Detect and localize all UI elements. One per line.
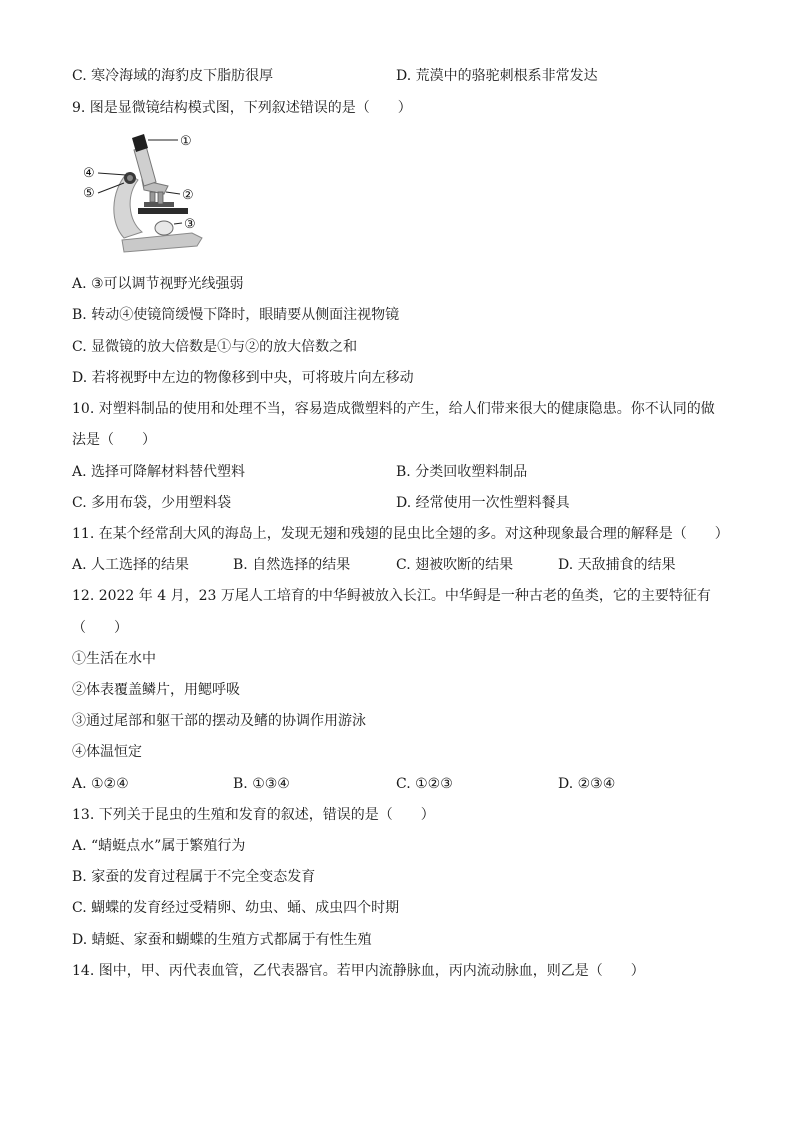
q9-option-b: B. 转动④使镜筒缓慢下降时，眼睛要从侧面注视物镜 (72, 307, 400, 323)
q10-stem-line1: 10. 对塑料制品的使用和处理不当，容易造成微塑料的产生，给人们带来很大的健康隐患。你不认同的做 (72, 401, 715, 417)
q10-stem-line2: 法是（ ） (72, 432, 156, 448)
q12-option-d: D. ②③④ (558, 776, 616, 792)
q12-option-a: A. ①②④ (72, 776, 129, 792)
q11-stem: 11. 在某个经常刮大风的海岛上，发现无翅和残翅的昆虫比全翅的多。对这种现象最合理的解释是（ ） (72, 526, 729, 542)
q10-option-b: B. 分类回收塑料制品 (396, 464, 528, 480)
q12-option-c: C. ①②③ (396, 776, 453, 792)
microscope-figure (72, 128, 212, 258)
q14-stem: 14. 图中，甲、丙代表血管，乙代表器官。若甲内流静脉血，丙内流动脉血，则乙是（ ） (72, 963, 645, 979)
q11-option-c: C. 翅被吹断的结果 (396, 557, 514, 573)
figure-label-1: ① (180, 134, 192, 149)
q12-stem-line2: （ ） (72, 620, 128, 636)
q9-option-a: A. ③可以调节视野光线强弱 (72, 276, 244, 292)
q13-option-b: B. 家蚕的发育过程属于不完全变态发育 (72, 869, 316, 885)
q8-option-d: D. 荒漠中的骆驼刺根系非常发达 (396, 68, 598, 84)
q12-item-3: ③通过尾部和躯干部的摆动及鳍的协调作用游泳 (72, 713, 366, 729)
q11-option-a: A. 人工选择的结果 (72, 557, 190, 573)
q11-option-b: B. 自然选择的结果 (233, 557, 351, 573)
figure-label-5: ⑤ (83, 186, 95, 201)
figure-label-2: ② (182, 188, 194, 203)
q9-stem: 9. 图是显微镜结构模式图，下列叙述错误的是（ ） (72, 100, 412, 116)
q13-option-a: A. “蜻蜓点水”属于繁殖行为 (72, 838, 246, 854)
figure-label-4: ④ (83, 166, 95, 181)
q13-stem: 13. 下列关于昆虫的生殖和发育的叙述，错误的是（ ） (72, 807, 435, 823)
q13-option-c: C. 蝴蝶的发育经过受精卵、幼虫、蛹、成虫四个时期 (72, 900, 400, 916)
q10-option-c: C. 多用布袋，少用塑料袋 (72, 495, 232, 511)
q12-item-4: ④体温恒定 (72, 744, 142, 760)
figure-label-3: ③ (184, 217, 196, 232)
q10-option-a: A. 选择可降解材料替代塑料 (72, 464, 246, 480)
q9-option-c: C. 显微镜的放大倍数是①与②的放大倍数之和 (72, 339, 358, 355)
q9-option-d: D. 若将视野中左边的物像移到中央，可将玻片向左移动 (72, 370, 414, 386)
q10-option-d: D. 经常使用一次性塑料餐具 (396, 495, 570, 511)
q13-option-d: D. 蜻蜓、家蚕和蝴蝶的生殖方式都属于有性生殖 (72, 932, 372, 948)
q12-stem-line1: 12. 2022 年 4 月，23 万尾人工培育的中华鲟被放入长江。中华鲟是一种古老的鱼类，它的主要特征有 (72, 588, 711, 604)
q12-option-b: B. ①③④ (233, 776, 290, 792)
q12-item-2: ②体表覆盖鳞片，用鳃呼吸 (72, 682, 240, 698)
q8-option-c: C. 寒冷海域的海豹皮下脂肪很厚 (72, 68, 274, 84)
q12-item-1: ①生活在水中 (72, 651, 156, 667)
q11-option-d: D. 天敌捕食的结果 (558, 557, 676, 573)
